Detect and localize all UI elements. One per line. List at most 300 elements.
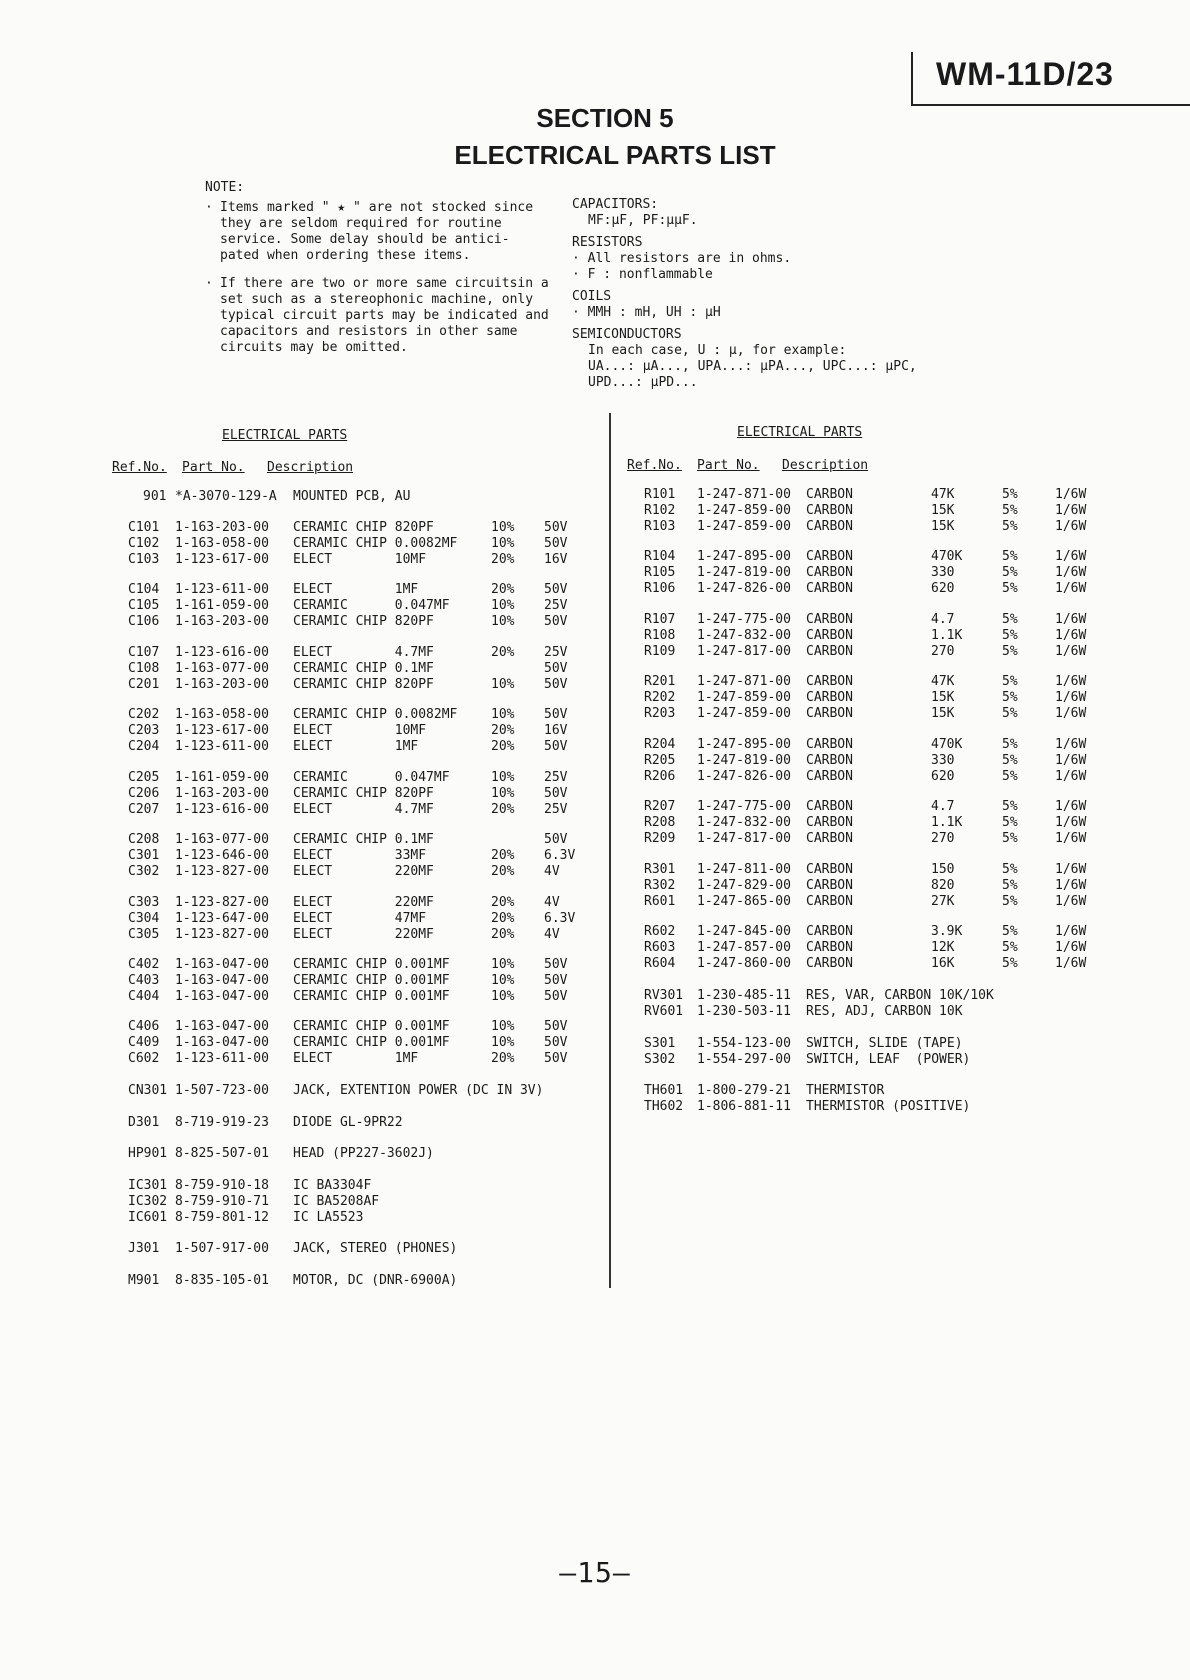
cell-desc: CARBON	[806, 753, 853, 768]
cell-desc: CERAMIC CHIP 0.1MF	[293, 661, 434, 676]
cell-watt: 1/6W	[1055, 894, 1087, 909]
cell-desc: IC LA5523	[293, 1210, 364, 1225]
cell-desc: RES, VAR, CARBON 10K/10K	[806, 988, 994, 1003]
cell-part: 1-163-077-00	[175, 832, 269, 847]
cell-part: 8-759-910-71	[175, 1194, 269, 1209]
cell-desc: DIODE GL-9PR22	[293, 1115, 403, 1130]
cell-part: 1-163-058-00	[175, 707, 269, 722]
cell-tol: 5%	[1002, 862, 1018, 877]
cell-desc: CERAMIC CHIP 0.001MF	[293, 1035, 450, 1050]
cell-part: *A-3070-129-A	[175, 489, 277, 504]
cell-part: 1-247-832-00	[697, 815, 791, 830]
cell-ref: R209	[644, 831, 676, 846]
cell-part: 1-123-616-00	[175, 802, 269, 817]
cell-part: 1-123-616-00	[175, 645, 269, 660]
cell-desc: ELECT 10MF	[293, 723, 427, 738]
cell-ref: R108	[644, 628, 676, 643]
cell-tol: 5%	[1002, 519, 1018, 534]
cell-tol: 5%	[1002, 769, 1018, 784]
cell-desc: CARBON	[806, 956, 853, 971]
cell-ref: R603	[644, 940, 676, 955]
cell-desc: CARBON	[806, 612, 853, 627]
right-column-title: ELECTRICAL PARTS	[737, 425, 863, 440]
cell-volt: 4V	[544, 927, 560, 942]
legend-semiconductors	[572, 327, 942, 391]
cell-desc: JACK, STEREO (PHONES)	[293, 1241, 458, 1256]
cell-desc: THERMISTOR	[806, 1083, 885, 1098]
cell-desc: ELECT 220MF	[293, 927, 434, 942]
cell-ref: C302	[128, 864, 160, 879]
cell-val: 27K	[931, 894, 955, 909]
cell-watt: 1/6W	[1055, 924, 1087, 939]
note-text: If there are two or more same circuitsin a set such as a stereophonic machine, only typical circuit parts may be indicated and capacitors and resistors in other same circuits may be omitted.	[220, 276, 549, 355]
cell-desc: CARBON	[806, 487, 853, 502]
note-heading: NOTE:	[205, 180, 245, 195]
cell-watt: 1/6W	[1055, 581, 1087, 596]
cell-ref: C107	[128, 645, 160, 660]
cell-volt: 50V	[544, 707, 568, 722]
cell-tol: 5%	[1002, 737, 1018, 752]
cell-tol: 10%	[491, 1035, 515, 1050]
cell-volt: 25V	[544, 598, 568, 613]
cell-desc: CARBON	[806, 674, 853, 689]
legend-resistors	[572, 235, 942, 283]
cell-tol: 5%	[1002, 612, 1018, 627]
cell-desc: IC BA3304F	[293, 1178, 372, 1193]
cell-val: 12K	[931, 940, 955, 955]
legend-block	[572, 197, 942, 397]
cell-volt: 50V	[544, 582, 568, 597]
cell-watt: 1/6W	[1055, 549, 1087, 564]
cell-ref: C105	[128, 598, 160, 613]
cell-ref: C402	[128, 957, 160, 972]
cell-watt: 1/6W	[1055, 487, 1087, 502]
cell-desc: CARBON	[806, 706, 853, 721]
cell-ref: C101	[128, 520, 160, 535]
cell-desc: CERAMIC CHIP 0.1MF	[293, 832, 434, 847]
cell-tol: 5%	[1002, 487, 1018, 502]
cell-part: 1-123-827-00	[175, 927, 269, 942]
cell-volt: 50V	[544, 957, 568, 972]
cell-ref: RV301	[644, 988, 684, 1003]
cell-part: 1-247-895-00	[697, 549, 791, 564]
cell-tol: 5%	[1002, 956, 1018, 971]
legend-line: UA...: µA..., UPA...: µPA..., UPC...: µPC,	[588, 359, 917, 374]
cell-ref: R109	[644, 644, 676, 659]
cell-ref: IC302	[128, 1194, 168, 1209]
cell-desc: CARBON	[806, 831, 853, 846]
cell-ref: R102	[644, 503, 676, 518]
cell-volt: 25V	[544, 770, 568, 785]
note-text: Items marked " ★ " are not stocked since they are seldom required for routine service. Some delay should be antici- pated when ordering these items.	[220, 200, 534, 263]
legend-line: · F : nonflammable	[572, 267, 713, 282]
cell-part: 1-123-611-00	[175, 582, 269, 597]
legend-line: MF:µF, PF:µµF.	[588, 213, 698, 228]
cell-val: 15K	[931, 503, 955, 518]
cell-part: 1-123-646-00	[175, 848, 269, 863]
cell-tol: 5%	[1002, 924, 1018, 939]
cell-ref: C204	[128, 739, 160, 754]
cell-val: 4.7	[931, 799, 955, 814]
cell-desc: SWITCH, SLIDE (TAPE)	[806, 1036, 963, 1051]
cell-ref: C201	[128, 677, 160, 692]
legend-heading: RESISTORS	[572, 235, 643, 250]
cell-part: 1-247-845-00	[697, 924, 791, 939]
cell-desc: ELECT 1MF	[293, 582, 419, 597]
cell-part: 1-247-826-00	[697, 581, 791, 596]
cell-desc: ELECT 47MF	[293, 911, 427, 926]
cell-volt: 16V	[544, 723, 568, 738]
cell-ref: R207	[644, 799, 676, 814]
cell-part: 1-123-617-00	[175, 552, 269, 567]
cell-val: 15K	[931, 690, 955, 705]
cell-desc: CARBON	[806, 862, 853, 877]
cell-tol: 5%	[1002, 753, 1018, 768]
cell-tol: 5%	[1002, 565, 1018, 580]
cell-tol: 5%	[1002, 581, 1018, 596]
cell-tol: 20%	[491, 864, 515, 879]
cell-ref: R101	[644, 487, 676, 502]
cell-desc: MOUNTED PCB, AU	[293, 489, 411, 504]
cell-volt: 16V	[544, 552, 568, 567]
cell-val: 16K	[931, 956, 955, 971]
cell-tol: 20%	[491, 895, 515, 910]
cell-ref: R105	[644, 565, 676, 580]
cell-val: 1.1K	[931, 628, 963, 643]
cell-ref: C103	[128, 552, 160, 567]
cell-ref: C106	[128, 614, 160, 629]
cell-volt: 50V	[544, 739, 568, 754]
cell-watt: 1/6W	[1055, 799, 1087, 814]
cell-watt: 1/6W	[1055, 956, 1087, 971]
cell-part: 8-835-105-01	[175, 1273, 269, 1288]
cell-ref: R208	[644, 815, 676, 830]
cell-ref: C403	[128, 973, 160, 988]
cell-val: 15K	[931, 519, 955, 534]
cell-volt: 6.3V	[544, 848, 576, 863]
cell-tol: 20%	[491, 552, 515, 567]
cell-tol: 10%	[491, 536, 515, 551]
cell-part: 1-123-647-00	[175, 911, 269, 926]
cell-val: 330	[931, 565, 955, 580]
cell-ref: C205	[128, 770, 160, 785]
legend-heading: SEMICONDUCTORS	[572, 327, 682, 342]
cell-desc: CARBON	[806, 737, 853, 752]
cell-ref: C104	[128, 582, 160, 597]
cell-desc: CARBON	[806, 799, 853, 814]
cell-part: 1-123-827-00	[175, 864, 269, 879]
cell-tol: 10%	[491, 770, 515, 785]
cell-desc: CERAMIC CHIP 0.001MF	[293, 989, 450, 1004]
cell-volt: 4V	[544, 864, 560, 879]
cell-val: 47K	[931, 487, 955, 502]
cell-desc: ELECT 220MF	[293, 864, 434, 879]
cell-desc: MOTOR, DC (DNR-6900A)	[293, 1273, 458, 1288]
cell-val: 47K	[931, 674, 955, 689]
cell-desc: CERAMIC 0.047MF	[293, 598, 450, 613]
cell-ref: S301	[644, 1036, 676, 1051]
cell-desc: CARBON	[806, 581, 853, 596]
cell-tol: 20%	[491, 723, 515, 738]
cell-part: 1-123-611-00	[175, 739, 269, 754]
cell-part: 1-247-832-00	[697, 628, 791, 643]
cell-volt: 50V	[544, 832, 568, 847]
cell-part: 8-719-919-23	[175, 1115, 269, 1130]
cell-part: 1-247-857-00	[697, 940, 791, 955]
cell-ref: R301	[644, 862, 676, 877]
cell-tol: 10%	[491, 786, 515, 801]
cell-volt: 50V	[544, 989, 568, 1004]
cell-ref: TH602	[644, 1099, 684, 1114]
cell-part: 1-800-279-21	[697, 1083, 791, 1098]
cell-part: 1-247-829-00	[697, 878, 791, 893]
cell-part: 1-247-775-00	[697, 612, 791, 627]
cell-ref: IC601	[128, 1210, 168, 1225]
cell-part: 1-247-859-00	[697, 503, 791, 518]
cell-part: 1-507-723-00	[175, 1083, 269, 1098]
cell-ref: R107	[644, 612, 676, 627]
cell-val: 470K	[931, 549, 963, 564]
cell-val: 15K	[931, 706, 955, 721]
cell-tol: 5%	[1002, 644, 1018, 659]
cell-desc: ELECT 1MF	[293, 739, 419, 754]
cell-ref: C206	[128, 786, 160, 801]
cell-volt: 50V	[544, 677, 568, 692]
cell-desc: CARBON	[806, 503, 853, 518]
cell-part: 1-247-860-00	[697, 956, 791, 971]
cell-volt: 6.3V	[544, 911, 576, 926]
cell-ref: R104	[644, 549, 676, 564]
cell-volt: 25V	[544, 645, 568, 660]
cell-desc: SWITCH, LEAF (POWER)	[806, 1052, 971, 1067]
cell-desc: CERAMIC CHIP 0.001MF	[293, 973, 450, 988]
cell-val: 620	[931, 769, 955, 784]
cell-ref: C301	[128, 848, 160, 863]
cell-tol: 5%	[1002, 503, 1018, 518]
header-ref: Ref.No.	[112, 460, 167, 475]
cell-desc: CERAMIC CHIP 0.0082MF	[293, 707, 458, 722]
cell-desc: CARBON	[806, 549, 853, 564]
cell-ref: C208	[128, 832, 160, 847]
cell-part: 1-247-817-00	[697, 831, 791, 846]
cell-ref: C406	[128, 1019, 160, 1034]
cell-ref: C108	[128, 661, 160, 676]
cell-desc: CARBON	[806, 628, 853, 643]
legend-heading: COILS	[572, 289, 612, 304]
cell-val: 270	[931, 831, 955, 846]
cell-desc: CERAMIC CHIP 820PF	[293, 786, 434, 801]
legend-coils	[572, 289, 942, 321]
cell-desc: ELECT 10MF	[293, 552, 427, 567]
cell-volt: 50V	[544, 1035, 568, 1050]
cell-desc: CERAMIC CHIP 820PF	[293, 614, 434, 629]
cell-part: 1-163-058-00	[175, 536, 269, 551]
cell-desc: CARBON	[806, 519, 853, 534]
cell-ref: R604	[644, 956, 676, 971]
cell-tol: 5%	[1002, 894, 1018, 909]
cell-part: 1-163-203-00	[175, 520, 269, 535]
cell-ref: M901	[128, 1273, 160, 1288]
cell-watt: 1/6W	[1055, 753, 1087, 768]
section-title: SECTION 5	[536, 103, 674, 133]
cell-volt: 50V	[544, 661, 568, 676]
model-number: WM-11D/23	[936, 56, 1114, 92]
cell-volt: 50V	[544, 1051, 568, 1066]
cell-ref: C207	[128, 802, 160, 817]
cell-val: 270	[931, 644, 955, 659]
cell-volt: 50V	[544, 1019, 568, 1034]
cell-tol: 5%	[1002, 799, 1018, 814]
cell-part: 1-554-297-00	[697, 1052, 791, 1067]
cell-part: 1-247-859-00	[697, 706, 791, 721]
cell-val: 330	[931, 753, 955, 768]
page-number: —15—	[559, 1556, 631, 1589]
cell-ref: S302	[644, 1052, 676, 1067]
cell-desc: CARBON	[806, 815, 853, 830]
header-part: Part No.	[182, 460, 245, 475]
cell-part: 1-247-775-00	[697, 799, 791, 814]
cell-part: 8-825-507-01	[175, 1146, 269, 1161]
cell-ref: C102	[128, 536, 160, 551]
cell-part: 1-161-059-00	[175, 598, 269, 613]
legend-heading: CAPACITORS:	[572, 197, 659, 212]
cell-desc: CERAMIC CHIP 0.0082MF	[293, 536, 458, 551]
cell-tol: 10%	[491, 989, 515, 1004]
cell-desc: CERAMIC CHIP 820PF	[293, 520, 434, 535]
cell-part: 1-161-059-00	[175, 770, 269, 785]
cell-part: 1-230-485-11	[697, 988, 791, 1003]
cell-tol: 5%	[1002, 878, 1018, 893]
header-ref: Ref.No.	[627, 458, 682, 473]
cell-tol: 20%	[491, 582, 515, 597]
cell-desc: JACK, EXTENTION POWER (DC IN 3V)	[293, 1083, 544, 1098]
cell-ref: D301	[128, 1115, 160, 1130]
cell-ref: R205	[644, 753, 676, 768]
cell-tol: 5%	[1002, 690, 1018, 705]
cell-part: 1-247-819-00	[697, 753, 791, 768]
cell-watt: 1/6W	[1055, 674, 1087, 689]
cell-ref: C202	[128, 707, 160, 722]
cell-tol: 5%	[1002, 815, 1018, 830]
cell-ref: R202	[644, 690, 676, 705]
cell-watt: 1/6W	[1055, 565, 1087, 580]
cell-part: 1-247-871-00	[697, 674, 791, 689]
cell-val: 620	[931, 581, 955, 596]
cell-tol: 10%	[491, 707, 515, 722]
cell-val: 4.7	[931, 612, 955, 627]
cell-desc: CARBON	[806, 644, 853, 659]
cell-desc: CARBON	[806, 690, 853, 705]
cell-part: 1-247-895-00	[697, 737, 791, 752]
cell-volt: 25V	[544, 802, 568, 817]
cell-desc: THERMISTOR (POSITIVE)	[806, 1099, 971, 1114]
left-column-title: ELECTRICAL PARTS	[222, 428, 348, 443]
cell-part: 1-163-047-00	[175, 957, 269, 972]
cell-part: 1-123-617-00	[175, 723, 269, 738]
cell-desc: CERAMIC CHIP 0.001MF	[293, 957, 450, 972]
cell-ref: C303	[128, 895, 160, 910]
cell-part: 1-163-203-00	[175, 786, 269, 801]
cell-watt: 1/6W	[1055, 644, 1087, 659]
cell-part: 1-123-611-00	[175, 1051, 269, 1066]
header-desc: Description	[782, 458, 869, 473]
cell-tol: 20%	[491, 927, 515, 942]
cell-part: 1-163-047-00	[175, 989, 269, 1004]
note-item	[205, 200, 555, 264]
cell-volt: 50V	[544, 614, 568, 629]
cell-val: 1.1K	[931, 815, 963, 830]
cell-tol: 5%	[1002, 940, 1018, 955]
cell-ref: C203	[128, 723, 160, 738]
cell-volt: 50V	[544, 536, 568, 551]
cell-part: 1-247-811-00	[697, 862, 791, 877]
cell-ref: R302	[644, 878, 676, 893]
cell-part: 1-247-826-00	[697, 769, 791, 784]
cell-tol: 10%	[491, 598, 515, 613]
cell-desc: CARBON	[806, 924, 853, 939]
bullet-icon: ·	[205, 276, 213, 291]
cell-tol: 10%	[491, 1019, 515, 1034]
cell-ref: C304	[128, 911, 160, 926]
header-part: Part No.	[697, 458, 760, 473]
cell-val: 150	[931, 862, 955, 877]
cell-part: 1-247-871-00	[697, 487, 791, 502]
cell-ref: C409	[128, 1035, 160, 1050]
legend-capacitors	[572, 197, 942, 229]
cell-desc: IC BA5208AF	[293, 1194, 380, 1209]
cell-tol: 20%	[491, 848, 515, 863]
cell-val: 470K	[931, 737, 963, 752]
cell-desc: ELECT 33MF	[293, 848, 427, 863]
cell-part: 1-163-047-00	[175, 973, 269, 988]
cell-watt: 1/6W	[1055, 706, 1087, 721]
cell-desc: ELECT 1MF	[293, 1051, 419, 1066]
cell-part: 1-507-917-00	[175, 1241, 269, 1256]
cell-tol: 10%	[491, 520, 515, 535]
header-desc: Description	[267, 460, 354, 475]
cell-ref: R103	[644, 519, 676, 534]
note-item	[205, 276, 555, 356]
cell-watt: 1/6W	[1055, 612, 1087, 627]
cell-watt: 1/6W	[1055, 628, 1087, 643]
note-block	[205, 180, 555, 368]
cell-tol: 20%	[491, 911, 515, 926]
cell-ref: IC301	[128, 1178, 168, 1193]
cell-desc: CERAMIC CHIP 820PF	[293, 677, 434, 692]
cell-watt: 1/6W	[1055, 737, 1087, 752]
cell-ref: R203	[644, 706, 676, 721]
cell-part: 1-247-865-00	[697, 894, 791, 909]
cell-ref: R204	[644, 737, 676, 752]
cell-tol: 5%	[1002, 831, 1018, 846]
cell-ref: C602	[128, 1051, 160, 1066]
cell-watt: 1/6W	[1055, 940, 1087, 955]
cell-part: 1-163-047-00	[175, 1035, 269, 1050]
cell-tol: 5%	[1002, 674, 1018, 689]
cell-desc: CARBON	[806, 894, 853, 909]
cell-watt: 1/6W	[1055, 878, 1087, 893]
cell-part: 1-230-503-11	[697, 1004, 791, 1019]
cell-watt: 1/6W	[1055, 690, 1087, 705]
cell-ref: R206	[644, 769, 676, 784]
cell-volt: 50V	[544, 520, 568, 535]
cell-part: 1-806-881-11	[697, 1099, 791, 1114]
legend-line: · All resistors are in ohms.	[572, 251, 792, 266]
cell-tol: 10%	[491, 957, 515, 972]
cell-part: 1-247-817-00	[697, 644, 791, 659]
cell-ref: 901	[143, 489, 167, 504]
cell-tol: 20%	[491, 739, 515, 754]
